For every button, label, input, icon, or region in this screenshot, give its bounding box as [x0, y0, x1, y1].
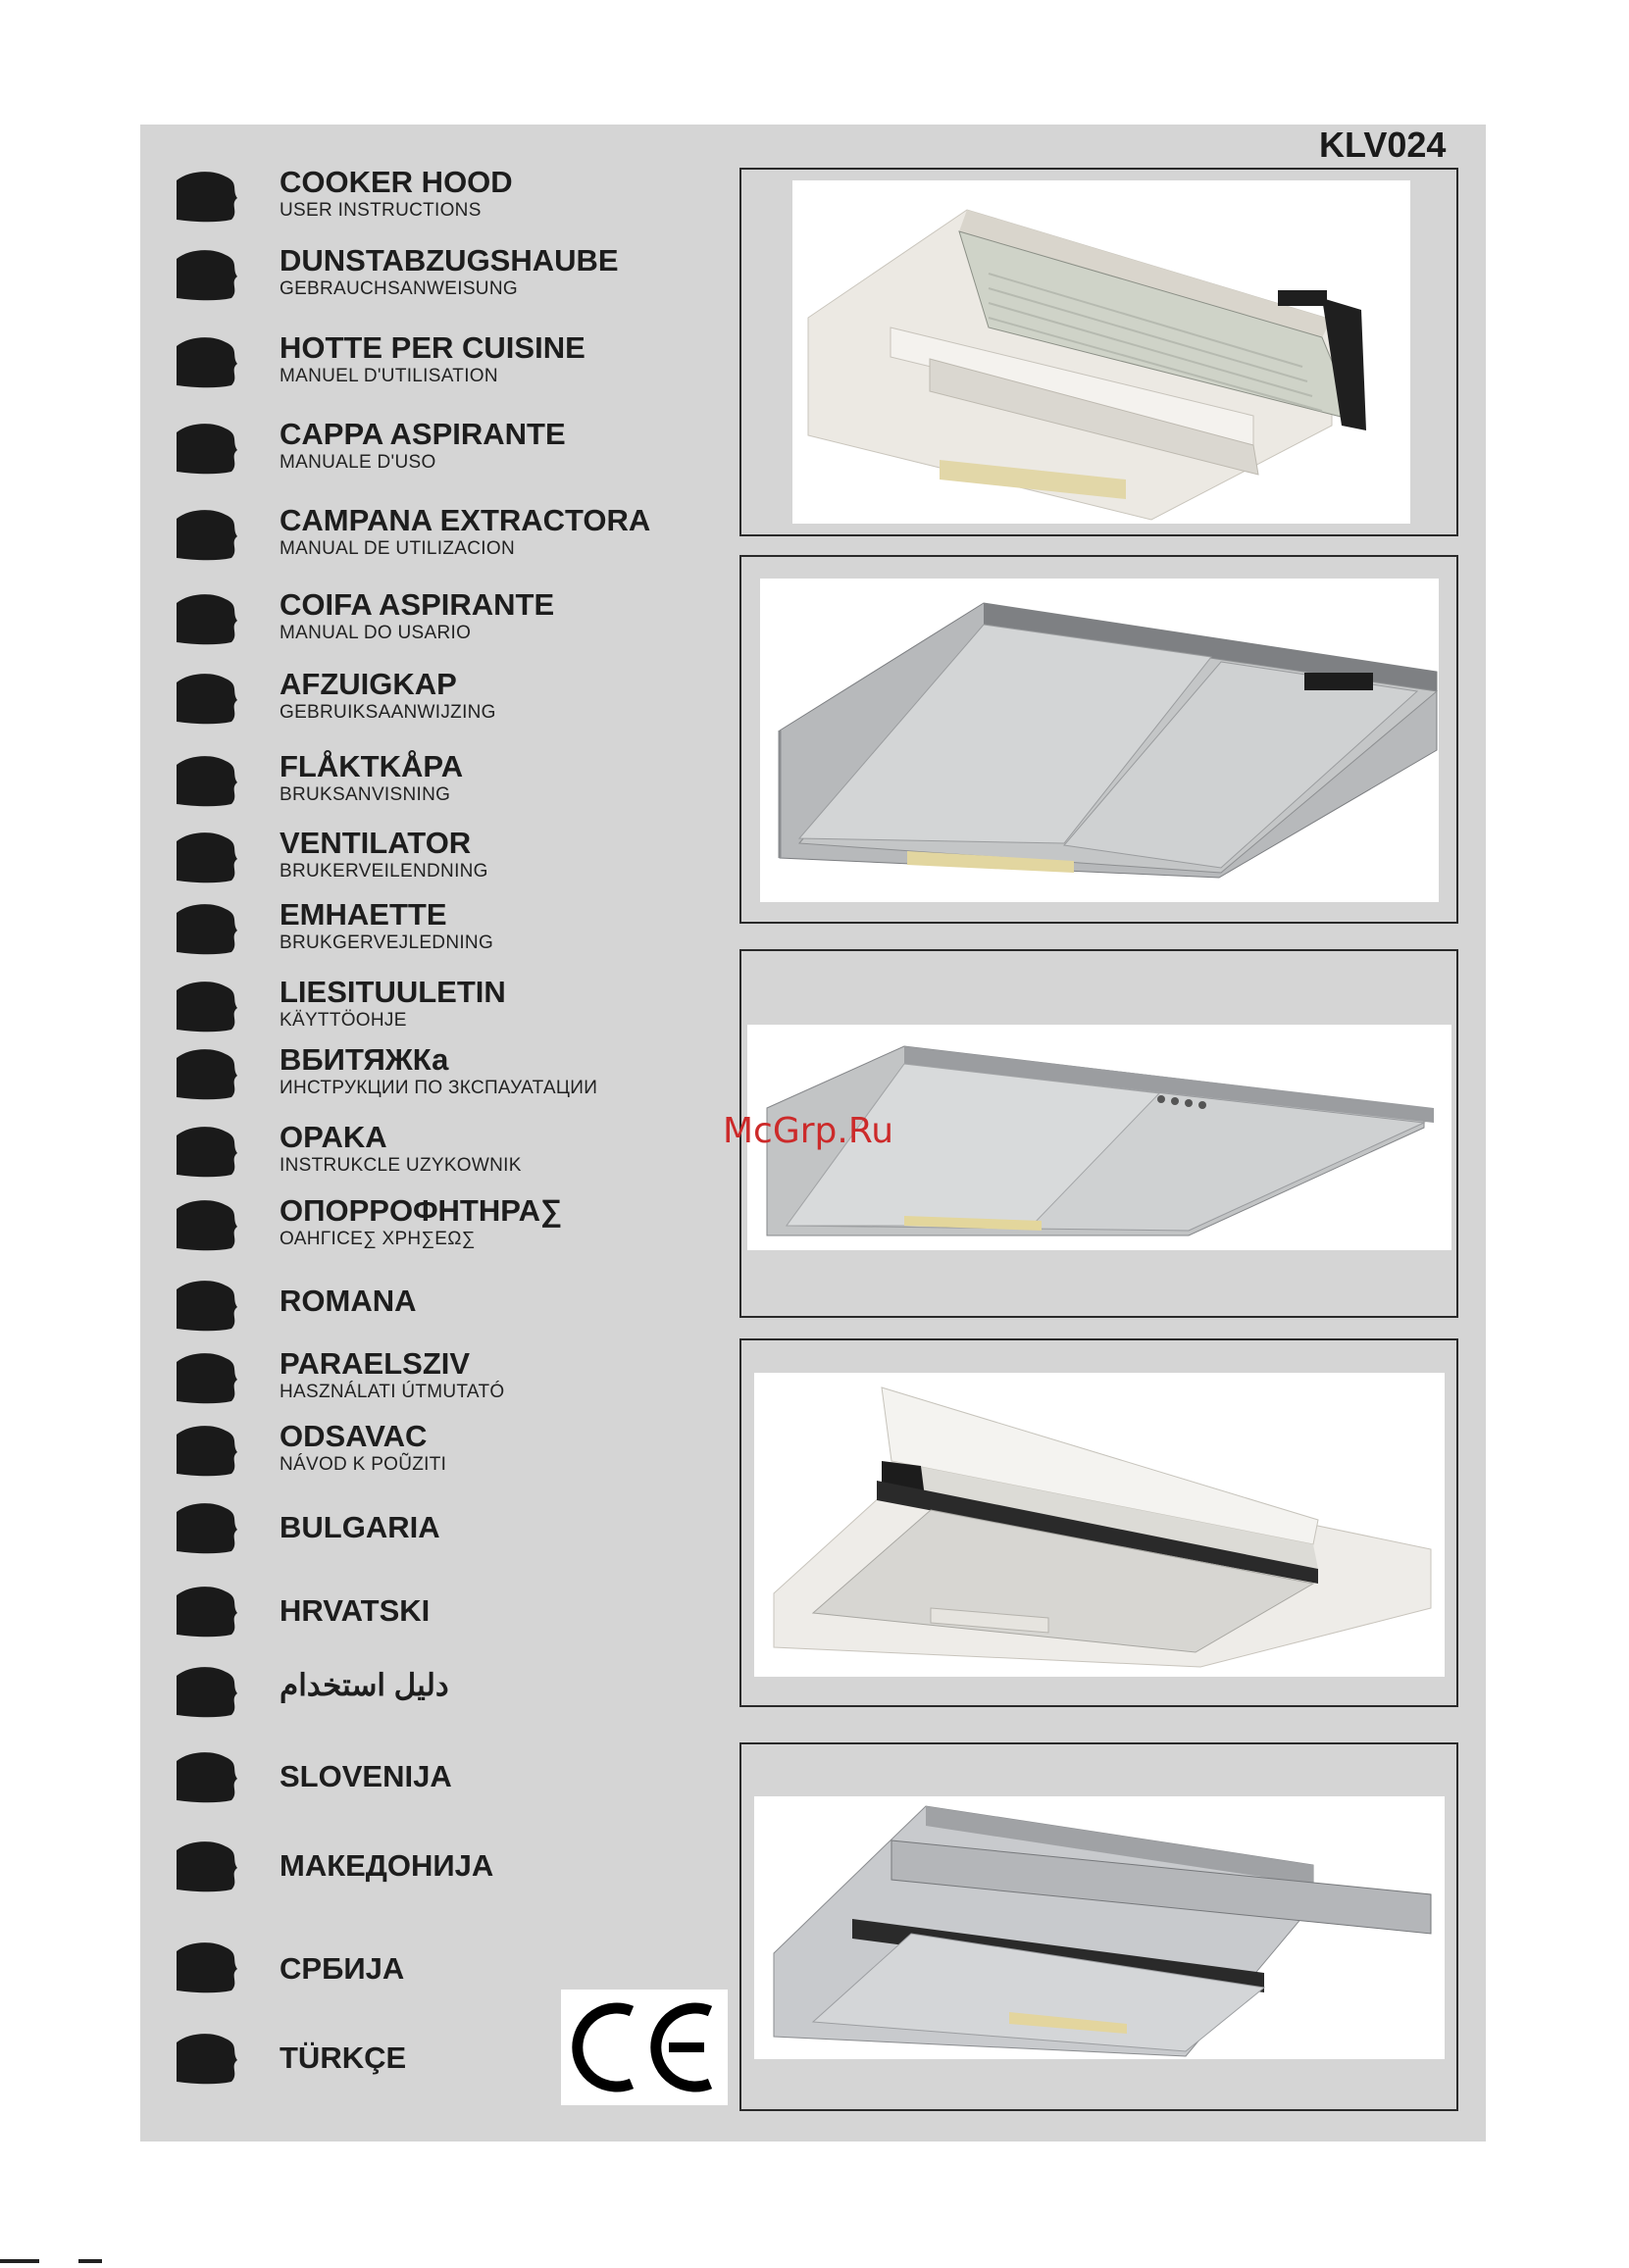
language-entry [175, 897, 724, 980]
language-entry [175, 826, 724, 908]
flag-icon [175, 247, 239, 304]
language-entry [175, 1278, 724, 1356]
flag-icon [175, 1940, 239, 1996]
language-subtitle: INSTRUKCLE UZYKOWNIK [280, 1155, 522, 1176]
language-entry [175, 417, 724, 499]
flag-icon [175, 830, 239, 886]
flag-icon [175, 1278, 239, 1335]
flag-icon [175, 1749, 239, 1806]
ce-mark-logo [561, 1990, 728, 2105]
telescopic-hood-inox-image [754, 1796, 1445, 2059]
language-entry [175, 1749, 724, 1828]
flag-icon [175, 901, 239, 958]
cooker-hood-white-image [792, 180, 1410, 524]
flag-icon [175, 1839, 239, 1895]
language-title: ΟΠΟΡΡΟΦΗΤΗΡΑ∑ [280, 1193, 563, 1228]
language-subtitle: BRUKERVEILENDNING [280, 861, 488, 882]
footer-mark [0, 2259, 39, 2263]
language-title: DUNSTABZUGSHAUBE [280, 243, 619, 277]
language-title: ODSAVAC [280, 1419, 428, 1453]
language-entry [175, 165, 724, 247]
language-subtitle: ИНСТРУКЦИИ ПО ЗКСПАУАТАЦИИ [280, 1078, 598, 1098]
language-subtitle: MANUALE D'USO [280, 452, 436, 473]
language-title: CAPPA ASPIRANTE [280, 417, 566, 451]
flag-icon [175, 507, 239, 564]
flag-icon [175, 671, 239, 728]
telescopic-hood-white-image [754, 1373, 1445, 1677]
product-photo-frame [739, 1338, 1458, 1707]
language-entry [175, 1664, 724, 1742]
language-title: PARAELSZIV [280, 1346, 471, 1381]
language-subtitle: GEBRAUCHSANWEISUNG [280, 278, 518, 299]
language-subtitle: KÄYTTÖOHJE [280, 1010, 407, 1031]
language-subtitle: MANUEL D'UTILISATION [280, 366, 498, 386]
flag-icon [175, 1197, 239, 1254]
language-entry [175, 667, 724, 749]
flag-icon [175, 1046, 239, 1103]
flag-icon [175, 1584, 239, 1640]
flag-icon [175, 1124, 239, 1181]
language-title: HRVATSKI [280, 1593, 431, 1628]
language-title: CAMPANA EXTRACTORA [280, 503, 651, 537]
language-entry [175, 330, 724, 413]
language-entry [175, 1042, 724, 1125]
language-title: FLÅKTKÅPA [280, 749, 464, 783]
language-subtitle: ΟΑΗΓΙCΕ∑ ΧΡΗ∑ΕΩ∑ [280, 1229, 476, 1249]
language-title: МАКЕДОНИЈА [280, 1848, 494, 1883]
flag-icon [175, 979, 239, 1035]
language-entry [175, 1419, 724, 1501]
cooker-hood-inox-image [760, 579, 1439, 902]
language-subtitle: NÁVOD K POŨZITI [280, 1454, 447, 1475]
language-subtitle: USER INSTRUCTIONS [280, 200, 482, 221]
language-entry [175, 749, 724, 832]
language-title: TÜRKÇE [280, 2041, 407, 2075]
flag-icon [175, 169, 239, 226]
language-title: AFZUIGKAP [280, 667, 457, 701]
language-entry [175, 1500, 724, 1579]
language-title: LIESITUULETIN [280, 975, 506, 1009]
language-title: EMHAETTE [280, 897, 447, 932]
language-title: VENTILATOR [280, 826, 472, 860]
language-entry [175, 587, 724, 670]
product-photo-frame [739, 555, 1458, 924]
language-title: SLOVENIJA [280, 1759, 452, 1793]
model-number: KLV024 [1319, 125, 1447, 165]
language-title: BULGARIA [280, 1510, 440, 1544]
flag-icon [175, 334, 239, 391]
flag-icon [175, 1350, 239, 1407]
language-entry [175, 975, 724, 1057]
language-entry [175, 1193, 724, 1276]
language-entry [175, 1346, 724, 1429]
language-title: دليل استخدام [280, 1668, 449, 1702]
language-title: ВБИТЯЖКа [280, 1042, 449, 1077]
product-photo-frame [739, 168, 1458, 536]
language-title: COIFA ASPIRANTE [280, 587, 555, 622]
language-subtitle: HASZNÁLATI ÚTMUTATÓ [280, 1382, 505, 1402]
watermark: McGrp.Ru [723, 1111, 894, 1151]
flag-icon [175, 1500, 239, 1557]
language-entry [175, 1584, 724, 1662]
flag-icon [175, 1423, 239, 1480]
footer-mark [78, 2259, 102, 2263]
product-photo-frame [739, 1742, 1458, 2111]
language-title: ROMANA [280, 1284, 417, 1318]
language-subtitle: BRUKSANVISNING [280, 784, 451, 805]
flag-icon [175, 1664, 239, 1721]
language-title: COOKER HOOD [280, 165, 513, 199]
language-subtitle: MANUAL DE UTILIZACION [280, 538, 515, 559]
language-entry [175, 503, 724, 585]
flag-icon [175, 753, 239, 810]
language-entry [175, 1839, 724, 1917]
language-title: OPAKA [280, 1120, 387, 1154]
flag-icon [175, 591, 239, 648]
language-entry [175, 243, 724, 326]
language-subtitle: BRUKGERVEJLEDNING [280, 932, 494, 953]
language-title: HOTTE PER CUISINE [280, 330, 585, 365]
flag-icon [175, 421, 239, 478]
language-subtitle: MANUAL DO USARIO [280, 623, 472, 643]
flag-icon [175, 2031, 239, 2088]
language-title: СРБИЈА [280, 1951, 405, 1986]
language-entry [175, 1120, 724, 1202]
language-subtitle: GEBRUIKSAANWIJZING [280, 702, 496, 723]
